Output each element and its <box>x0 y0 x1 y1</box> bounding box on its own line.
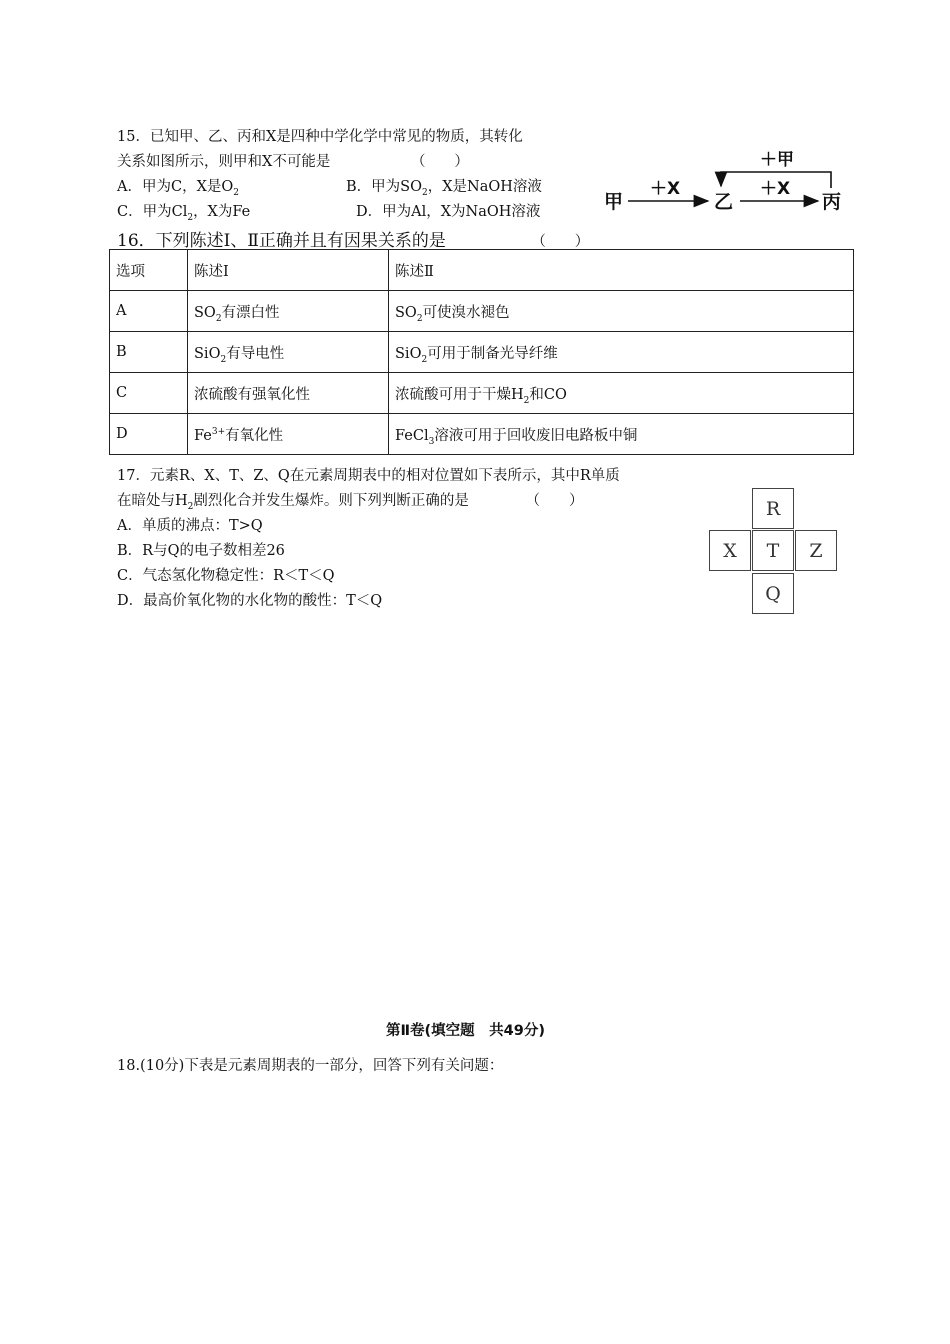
grid-cell-z: Z <box>795 530 837 571</box>
q17-option-d: D．最高价氧化物的水化物的酸性：T＜Q <box>117 593 383 609</box>
row-statement-1: SiO$_2$有导电性 <box>188 332 389 373</box>
row-statement-1: 浓硫酸有强氧化性 <box>188 373 389 414</box>
grid-cell-r: R <box>752 488 794 529</box>
q15-option-d: D．甲为Al，X为NaOH溶液 <box>356 204 541 220</box>
diagram-plus-x-2: ＋X <box>760 179 791 199</box>
row-statement-2: 浓硫酸可用于干燥$H_2$和CO <box>389 373 854 414</box>
q15-transformation-diagram <box>600 140 850 220</box>
q17-line2: 在暗处与$H_2$剧烈化合并发生爆炸。则下列判断正确的是 （ ） <box>117 493 584 512</box>
table-row <box>110 291 854 332</box>
q17-option-c: C．气态氢化物稳定性：R＜T＜Q <box>117 568 335 584</box>
header-option: 选项 <box>110 250 188 291</box>
diagram-plus-x-1: ＋X <box>650 179 681 199</box>
row-option: B <box>110 332 188 373</box>
grid-cell-x: X <box>709 530 751 571</box>
q15-option-c: C．甲为$Cl_2$，X为Fe <box>117 204 251 223</box>
q15-option-b: B．甲为$SO_2$，X是NaOH溶液 <box>346 179 542 198</box>
q15-line2 <box>117 152 469 172</box>
q16-table <box>109 249 854 455</box>
q15-option-a: A．甲为C，X是$O_2$ <box>117 179 240 198</box>
header-statement-1: 陈述Ⅰ <box>188 250 389 291</box>
row-option: C <box>110 373 188 414</box>
grid-cell-t: T <box>752 530 794 571</box>
diagram-plus-jia: ＋甲 <box>760 150 794 170</box>
row-statement-2: $SO_2$可使溴水褪色 <box>389 291 854 332</box>
q17-option-b: B．R与Q的电子数相差26 <box>117 543 285 559</box>
grid-cell-q: Q <box>752 573 794 614</box>
q17-answer-paren: （ ） <box>525 493 584 509</box>
q16-title: 16．下列陈述Ⅰ、Ⅱ正确并且有因果关系的是 （ ） <box>117 231 590 251</box>
q15-answer-paren: （ ） <box>410 154 469 170</box>
diagram-bing: 丙 <box>822 191 842 213</box>
row-statement-2: SiO$_2$可用于制备光导纤维 <box>389 332 854 373</box>
section-2-title: 第Ⅱ卷(填空题 共49分) <box>386 1023 545 1039</box>
diagram-yi: 乙 <box>714 191 734 213</box>
table-row <box>110 414 854 455</box>
q15-line1: 15．已知甲、乙、丙和X是四种中学化学中常见的物质，其转化 <box>117 129 523 145</box>
row-statement-1: $Fe^{3+}$有氧化性 <box>188 414 389 455</box>
row-option: A <box>110 291 188 332</box>
table-row <box>110 332 854 373</box>
diagram-jia: 甲 <box>604 191 624 213</box>
q15-stem: 关系如图所示，则甲和X不可能是 <box>117 154 331 170</box>
row-option: D <box>110 414 188 455</box>
q16-answer-paren: （ ） <box>531 234 590 250</box>
table-header-row <box>110 250 854 291</box>
q17-option-a: A．单质的沸点：T>Q <box>117 518 263 534</box>
q18-text: 18.(10分)下表是元素周期表的一部分，回答下列有关问题： <box>117 1058 504 1074</box>
row-statement-2: FeCl$_3$溶液可用于回收废旧电路板中铜 <box>389 414 854 455</box>
q17-line1: 17．元素R、X、T、Z、Q在元素周期表中的相对位置如下表所示，其中R单质 <box>117 468 620 484</box>
row-statement-1: $SO_2$有漂白性 <box>188 291 389 332</box>
header-statement-2: 陈述Ⅱ <box>389 250 854 291</box>
table-row <box>110 373 854 414</box>
